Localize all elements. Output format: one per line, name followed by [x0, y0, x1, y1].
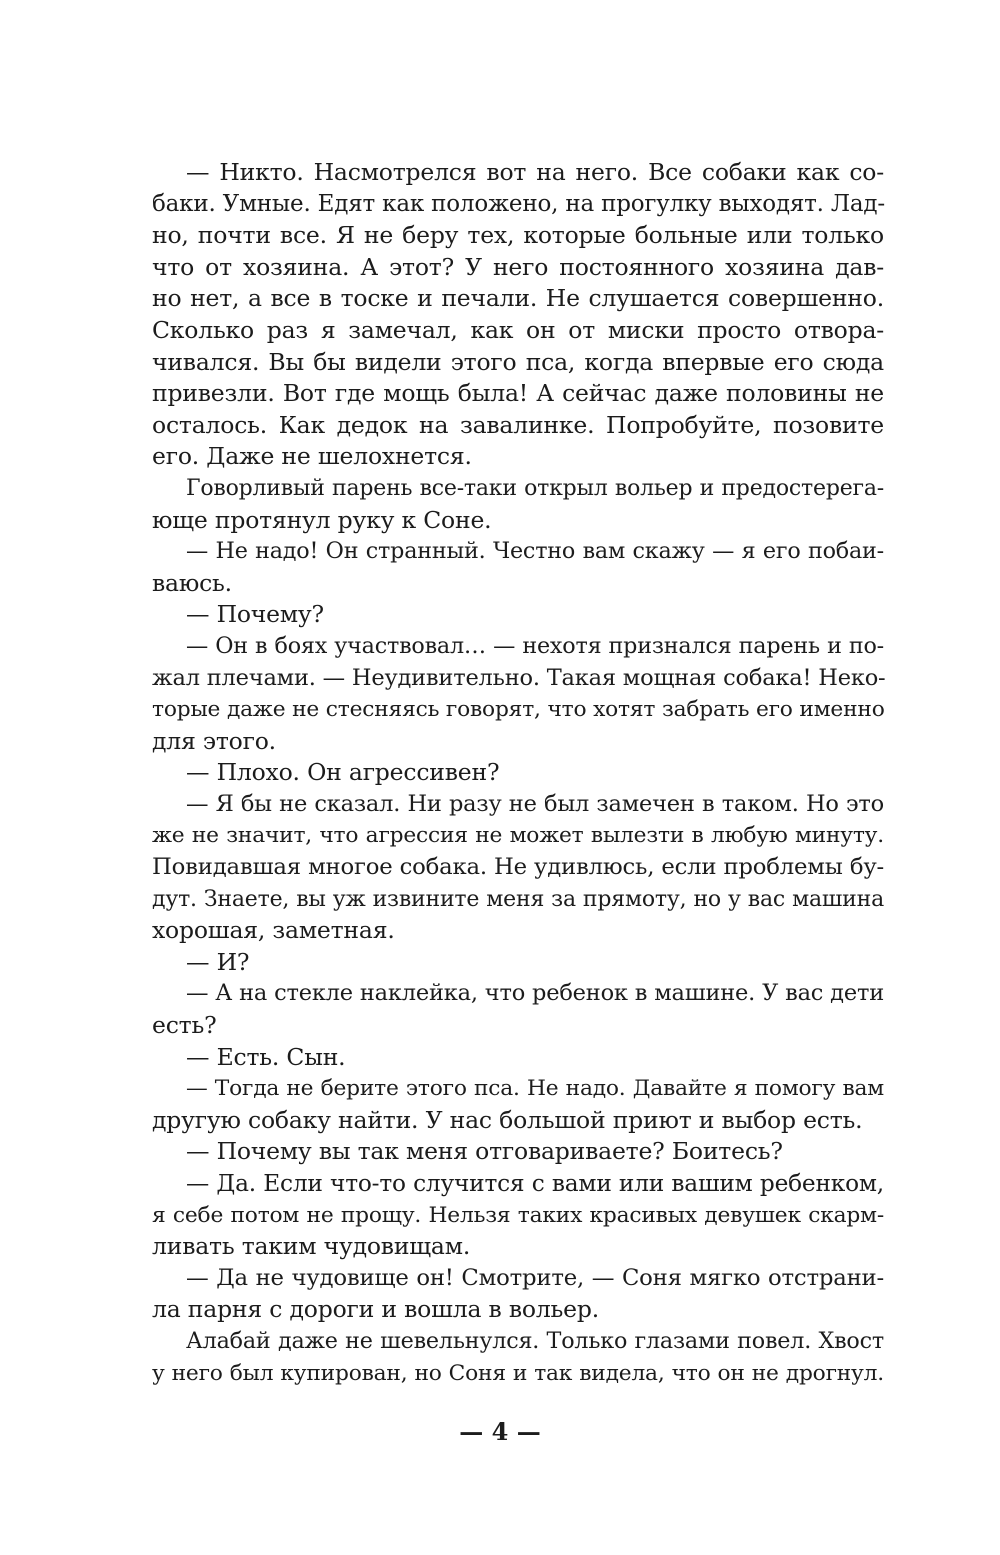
text-line: — Да. Если что-то случится с вами или вашим ребенком, [186, 1170, 884, 1197]
text-line: жал плечами. — Неудивительно. Такая мощная собака! Неко- [152, 664, 886, 691]
text-line: — Никто. Насмотрелся вот на него. Все собаки как со- [186, 158, 884, 186]
text-line: ваюсь. [152, 568, 232, 597]
text-line: юще протянул руку к Соне. [152, 505, 492, 534]
text-line: ливать таким чудовищам. [152, 1232, 471, 1261]
text-line: есть? [152, 1011, 217, 1040]
text-line: — Почему? [186, 600, 324, 629]
text-line: Повидавшая многое собака. Не удивлюсь, если проблемы бу- [152, 854, 884, 881]
text-line: — Не надо! Он странный. Честно вам скажу — я его побаи- [186, 538, 884, 565]
text-line: — И? [186, 947, 250, 976]
text-line: ла парня с дороги и вошла в вольер. [152, 1295, 599, 1324]
text-line: но, почти все. Я не беру тех, которые больные или только [152, 221, 884, 250]
text-line: баки. Умные. Едят как положено, на прогулку выходят. Лад- [152, 190, 885, 217]
text-line: — Тогда не берите этого пса. Не надо. Давайте я помогу вам [186, 1076, 884, 1102]
text-line: у него был купирован, но Соня и так видела, что он не дрогнул. [152, 1360, 884, 1386]
text-line: Алабай даже не шевельнулся. Только глазами повел. Хвост [186, 1327, 884, 1354]
text-line: — Плохо. Он агрессивен? [186, 758, 500, 787]
text-line: — Есть. Сын. [186, 1042, 346, 1071]
text-line: чивался. Вы бы видели этого пса, когда впервые его сюда [152, 347, 884, 376]
text-line: — Я бы не сказал. Ни разу не был замечен в таком. Но это [186, 790, 884, 817]
text-line: Говорливый парень все-таки открыл вольер и предостерега- [186, 475, 884, 501]
text-line: осталось. Как дедок на завалинке. Попробуйте, позовите [152, 410, 884, 439]
text-line: я себе потом не прощу. Нельзя таких красивых девушек скарм- [152, 1202, 884, 1228]
text-line: но нет, а все в тоске и печали. Не слушается совершенно. [152, 284, 884, 313]
text-line: что от хозяина. А этот? У него постоянного хозяина дав- [152, 252, 884, 281]
text-line: другую собаку найти. У нас большой приют и выбор есть. [152, 1105, 863, 1134]
text-line: же не значит, что агрессия не может вылезти в любую минуту. [152, 823, 884, 849]
text-line: привезли. Вот где мощь была! А сейчас даже половины не [152, 379, 884, 408]
text-line: хорошая, заметная. [152, 916, 395, 945]
text-line: — Почему вы так меня отговариваете? Боитесь? [186, 1137, 783, 1166]
body-text [152, 157, 884, 1389]
text-line: — А на стекле наклейка, что ребенок в машине. У вас дети [186, 980, 884, 1007]
text-line: для этого. [152, 726, 276, 755]
page-number: — 4 — [459, 1417, 541, 1446]
text-line: торые даже не стесняясь говорят, что хотят забрать его именно [152, 697, 885, 723]
text-line: дут. Знаете, вы уж извините меня за прямоту, но у вас машина [152, 886, 884, 912]
text-line: — Он в боях участвовал… — нехотя признался парень и по- [186, 632, 884, 659]
text-line: Сколько раз я замечал, как он от миски просто отвора- [152, 315, 884, 344]
text-line: его. Даже не шелохнется. [152, 442, 472, 471]
text-line: — Да не чудовище он! Смотрите, — Соня мягко отстрани- [186, 1264, 884, 1291]
